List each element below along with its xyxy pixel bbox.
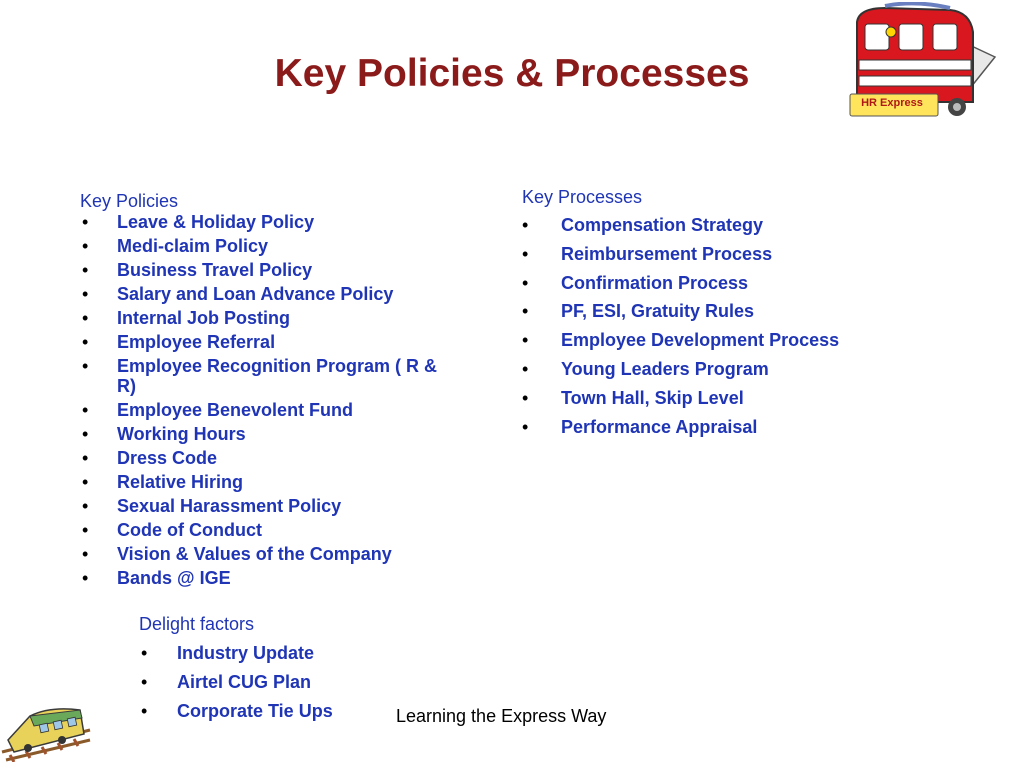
list-item [80, 284, 470, 304]
list-item [80, 424, 470, 444]
list-item [80, 544, 470, 564]
list-item-text: Salary and Loan Advance Policy [117, 284, 394, 304]
list-item [80, 356, 470, 396]
list-item [80, 496, 470, 516]
list-item [80, 236, 470, 256]
key-policies-list [80, 212, 470, 588]
bullet: • [522, 358, 529, 379]
list-item-text: Bands @ IGE [117, 568, 231, 588]
list-item-text: Working Hours [117, 424, 246, 444]
bullet: • [522, 243, 529, 264]
list-item [139, 700, 399, 722]
bullet: • [522, 272, 529, 293]
bullet: • [82, 472, 89, 492]
list-item-text: Reimbursement Process [561, 243, 773, 264]
list-item-text: Employee Development Process [561, 330, 840, 351]
list-item-text: Sexual Harassment Policy [117, 496, 342, 516]
list-item-text: Relative Hiring [117, 472, 244, 492]
list-item-text: Employee Referral [117, 332, 276, 352]
bullet: • [522, 330, 529, 351]
key-processes-heading: Key Processes [522, 187, 643, 207]
list-item-text: Town Hall, Skip Level [561, 387, 744, 408]
bullet: • [82, 284, 89, 304]
list-item [522, 272, 922, 294]
bullet: • [82, 568, 89, 588]
list-item [139, 642, 399, 664]
list-item-text: Young Leaders Program [561, 358, 769, 379]
list-item [80, 212, 470, 232]
bullet: • [82, 260, 89, 280]
key-processes-list [522, 214, 922, 438]
list-item-text: Dress Code [117, 448, 218, 468]
list-item [522, 300, 922, 322]
list-item [80, 472, 470, 492]
list-item-text: Business Travel Policy [117, 260, 313, 280]
list-item-text: Code of Conduct [117, 520, 262, 540]
footer-tagline: Learning the Express Way [396, 706, 607, 726]
list-item [522, 358, 922, 380]
bullet: • [522, 301, 529, 322]
bullet: • [141, 643, 148, 663]
bullet: • [82, 308, 89, 328]
list-item-text: PF, ESI, Gratuity Rules [561, 301, 755, 322]
list-item-text: Corporate Tie Ups [177, 701, 333, 721]
logo-label: HR Express [861, 97, 923, 109]
bullet: • [82, 448, 89, 468]
bullet: • [141, 672, 148, 692]
list-item [80, 400, 470, 420]
bullet: • [522, 215, 529, 235]
list-item [80, 260, 470, 280]
bullet: • [82, 424, 89, 444]
list-item-text: Confirmation Process [561, 272, 749, 293]
list-item-text: Compensation Strategy [561, 215, 764, 235]
delight-factors-section [139, 613, 399, 729]
key-policies-heading: Key Policies [80, 191, 179, 211]
bullet: • [82, 400, 89, 420]
list-item [80, 332, 470, 352]
list-item [80, 568, 470, 588]
bullet: • [522, 387, 529, 408]
bullet: • [82, 236, 89, 256]
list-item [522, 329, 922, 351]
list-item-text: Internal Job Posting [117, 308, 291, 328]
list-item-text: Employee Recognition Program ( R & R) [117, 356, 438, 396]
bullet: • [82, 496, 89, 516]
list-item [139, 671, 399, 693]
list-item [80, 448, 470, 468]
bullet: • [522, 416, 529, 437]
list-item [80, 308, 470, 328]
list-item-text: Medi-claim Policy [117, 236, 269, 256]
list-item-text: Airtel CUG Plan [177, 672, 312, 692]
delight-factors-heading: Delight factors [139, 614, 255, 634]
bullet: • [82, 544, 89, 564]
bullet: • [82, 356, 89, 376]
train-clipart-icon [0, 700, 92, 762]
list-item [80, 520, 470, 540]
list-item [522, 214, 922, 236]
key-policies-section [80, 190, 470, 592]
list-item-text: Employee Benevolent Fund [117, 400, 354, 420]
bullet: • [141, 701, 148, 721]
key-processes-section [522, 186, 922, 444]
bullet: • [82, 332, 89, 352]
list-item [522, 243, 922, 265]
list-item-text: Leave & Holiday Policy [117, 212, 315, 232]
list-item-text: Performance Appraisal [561, 416, 758, 437]
bullet: • [82, 520, 89, 540]
list-item [522, 416, 922, 438]
list-item-text: Industry Update [177, 643, 315, 663]
delight-factors-list [139, 642, 399, 722]
slide-title: Key Policies & Processes [274, 52, 750, 95]
bullet: • [82, 212, 89, 232]
list-item-text: Vision & Values of the Company [117, 544, 392, 564]
list-item [522, 387, 922, 409]
